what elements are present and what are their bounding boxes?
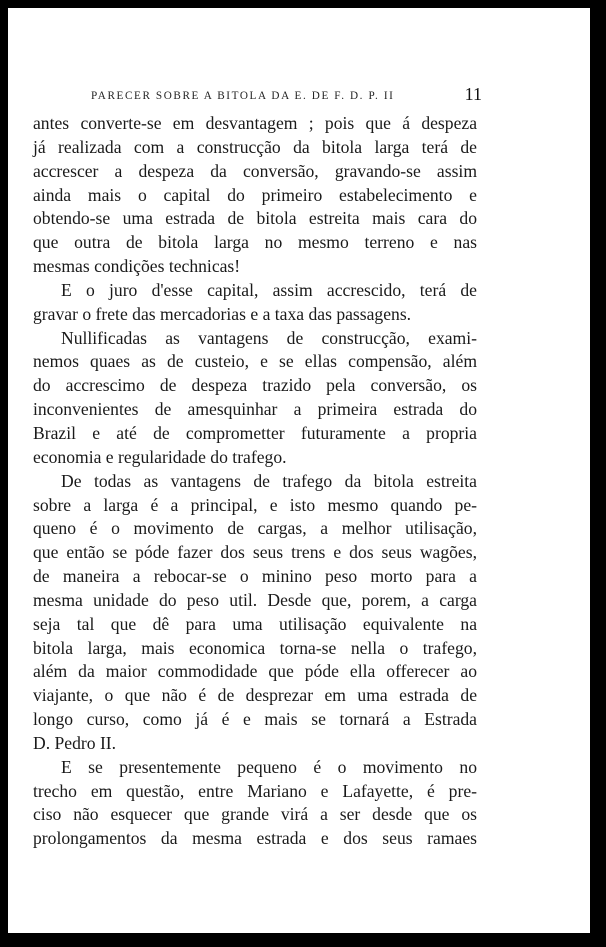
text-line: economia e regularidade do trafego. (33, 446, 287, 467)
text-line: queno é o movimento de cargas, a melhor utilisação, (33, 518, 477, 539)
text-line: obtendo-se uma estrada de bitola estreita mais cara do (33, 208, 477, 229)
text-line: accrescer a despeza da conversão, gravando-se assim (33, 160, 477, 181)
text-line: Brazil e até de comprometter futuramente a propria (33, 422, 477, 443)
text-line: mesmas condições technicas! (33, 256, 241, 277)
text-line: seja tal que dê para uma utilisação equivalente na (33, 613, 477, 634)
text-line: ainda mais o capital do primeiro estabelecimento e (33, 184, 477, 205)
text-line: que outra de bitola larga no mesmo terreno e nas (33, 232, 477, 253)
paragraph-2 (33, 279, 477, 327)
paragraph-5 (33, 756, 477, 851)
text-line: antes converte-se em desvantagem ; pois que á despeza (33, 113, 477, 133)
text-line: inconvenientes de amesquinhar a primeira estrada do (33, 399, 477, 420)
page-body (33, 84, 482, 851)
text-line: mesma unidade do peso util. Desde que, porem, a carga (33, 589, 477, 610)
text-line: nemos quaes as de custeio, e se ellas compensão, além (33, 351, 477, 372)
paragraph-1 (33, 112, 477, 279)
text-line: gravar o frete das mercadorias e a taxa das passagens. (33, 303, 412, 324)
text-line: trecho em questão, entre Mariano e Lafayette, é pre- (33, 780, 477, 801)
paragraph-4 (33, 470, 477, 756)
text-line: De todas as vantagens de trafego da bitola estreita (61, 470, 477, 491)
page-number: 11 (464, 84, 482, 104)
text-line: E se presentemente pequeno é o movimento no (61, 756, 477, 777)
text-line: ciso não esquecer que grande virá a ser desde que os (33, 804, 477, 825)
page-header (33, 84, 482, 112)
text-line: além da maior commodidade que póde ella offerecer ao (33, 661, 477, 682)
text-line: Nullificadas as vantagens de construcção, exami- (61, 327, 477, 348)
text-line: do accrescimo de despeza trazido pela conversão, os (33, 375, 477, 396)
text-line: prolongamentos da mesma estrada e dos seus ramaes (33, 828, 477, 849)
text-line: sobre a larga é a principal, e isto mesmo quando pe- (33, 494, 477, 515)
text-line: já realizada com a construcção da bitola larga terá de (33, 136, 477, 157)
text-line: E o juro d'esse capital, assim accrescido, terá de (61, 279, 477, 300)
text-line: que então se póde fazer dos seus trens e dos seus wagões, (33, 542, 477, 563)
paragraph-3 (33, 327, 477, 470)
text-line: bitola larga, mais economica torna-se nella o trafego, (33, 637, 477, 658)
text-line: longo curso, como já é e mais se tornará a Estrada (33, 709, 477, 730)
text-line: viajante, o que não é de desprezar em uma estrada de (33, 685, 477, 706)
text-line: de maneira a rebocar-se o minino peso morto para a (33, 566, 477, 587)
text-line: D. Pedro II. (33, 732, 117, 753)
running-title: PARECER SOBRE A BITOLA DA E. DE F. D. P. II (91, 90, 395, 102)
